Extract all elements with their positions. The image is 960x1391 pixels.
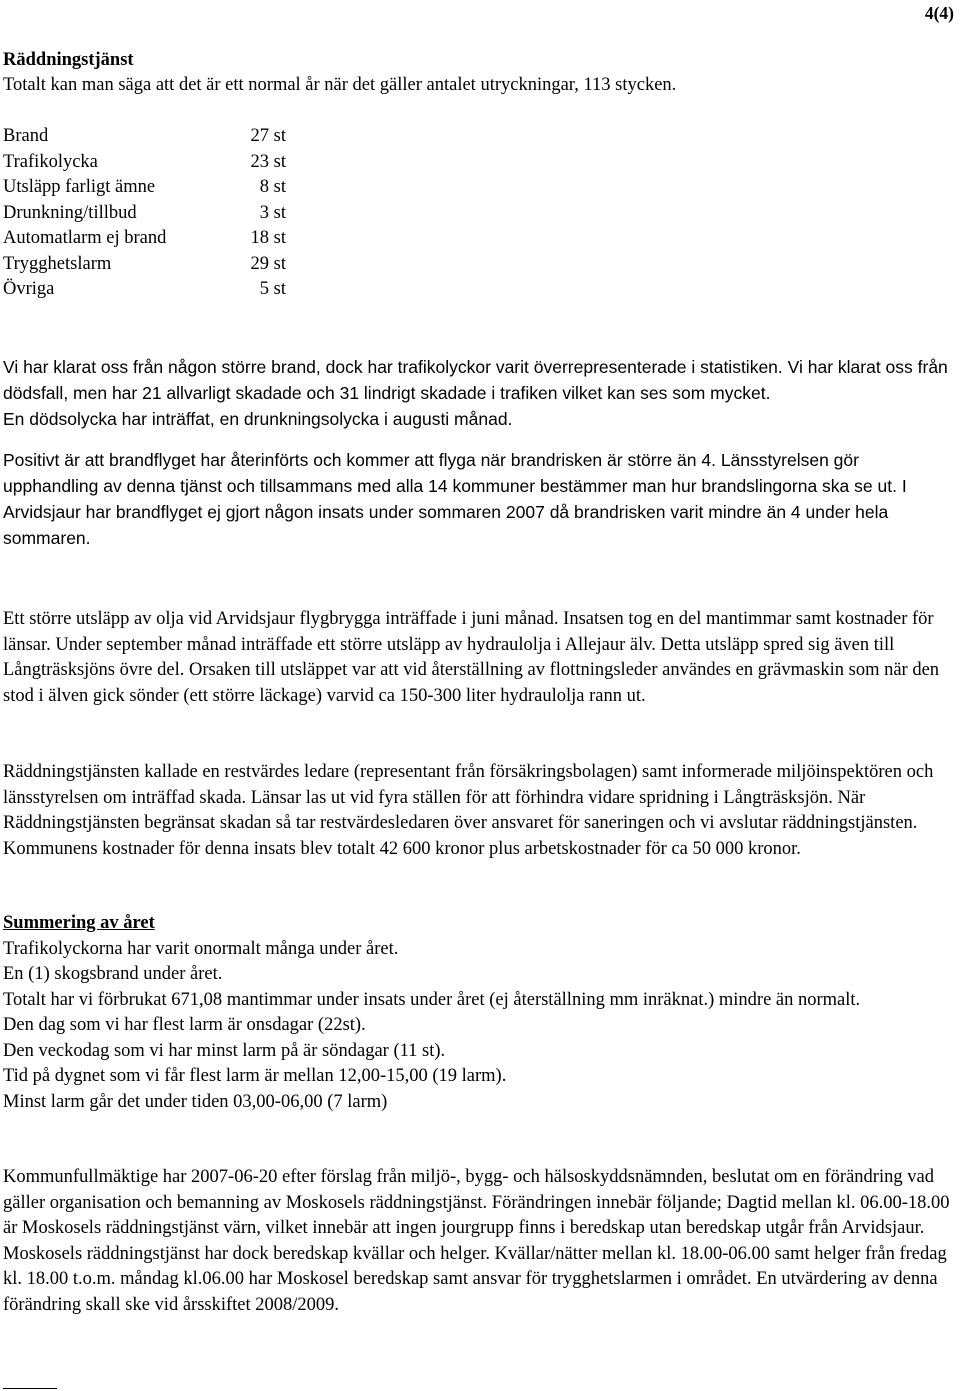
incident-stats-list	[3, 124, 293, 303]
paragraph-fire-plane: Positivt är att brandflyget har återinförts och kommer att flyga när brandrisken är större än 4. Länsstyrelsen gör upphandling av denna tjänst och tillsammans med alla 14 kommuner bestämmer man hur brandslingorna ska se ut. I Arvidsjaur har brandflyget ej gjort någon insats under sommaren 2007 då brandrisken varit mindre än 4 under hela sommaren.	[3, 450, 907, 548]
stat-value: 23 st	[250, 151, 286, 172]
summary-line: Den veckodag som vi har minst larm på är söndagar (11 st).	[3, 1040, 446, 1061]
section-heading-summary: Summering av året	[3, 913, 155, 933]
stat-label: Automatlarm ej brand	[3, 228, 167, 248]
stat-value: 5 st	[259, 279, 286, 299]
stat-label: Trygghetslarm	[3, 253, 112, 274]
stat-row	[3, 124, 293, 150]
summary-section	[3, 911, 958, 1115]
summary-line: Trafikolyckorna har varit onormalt många under året.	[3, 938, 399, 959]
footnote-divider	[3, 1388, 57, 1389]
stat-value: 3 st	[259, 202, 286, 223]
summary-line: En (1) skogsbrand under året.	[3, 964, 223, 984]
stat-label: Utsläpp farligt ämne	[3, 177, 156, 197]
stat-label: Drunkning/tillbud	[3, 202, 137, 223]
section-heading-raddningstjanst: Räddningstjänst	[3, 50, 134, 70]
response-section	[3, 760, 958, 862]
summary-line: Totalt har vi förbrukat 671,08 mantimmar under insats under året (ej återställning mm inräknat.) mindre än normalt.	[3, 989, 861, 1010]
stat-row	[3, 201, 293, 227]
summary-line: Den dag som vi har flest larm är onsdagar (22st).	[3, 1015, 366, 1035]
stat-label: Brand	[3, 126, 49, 146]
stat-row	[3, 226, 293, 252]
stat-value: 8 st	[259, 177, 286, 197]
oil-spill-section	[3, 607, 958, 709]
paragraph-fatality: En dödsolycka har inträffat, en drunkningsolycka i augusti månad.	[3, 409, 513, 429]
organisation-section	[3, 1165, 958, 1318]
stat-row	[3, 150, 293, 176]
stat-label: Trafikolycka	[3, 151, 98, 172]
stat-row	[3, 277, 293, 303]
stat-value: 27 st	[250, 126, 286, 146]
incident-commentary	[3, 354, 958, 551]
stat-row	[3, 175, 293, 201]
paragraph-oil-spill: Ett större utsläpp av olja vid Arvidsjaur flygbrygga inträffade i juni månad. Insatsen tog en del mantimmar samt kostnader för länsar. Under september månad inträffade ett större utsläpp av hydraulolja i Allejaur älv. Detta utsläpp spred sig även till Långträsksjöns övre del. Orsaken till utsläppet var att vid återställning av flottningsleder användes en grävmaskin som när den stod i älven gick sönder (ett större läckage) varvid ca 150-300 liter hydraulolja rann ut.	[3, 609, 940, 706]
paragraph-costs: Kommunens kostnader för denna insats blev totalt 42 600 kronor plus arbetskostnader för ca 50 000 kronor.	[3, 838, 801, 859]
stat-label: Övriga	[3, 279, 55, 299]
summary-line: Minst larm går det under tiden 03,00-06,00 (7 larm)	[3, 1091, 388, 1112]
intro-text: Totalt kan man säga att det är ett normal år när det gäller antalet utryckningar, 113 stycken.	[3, 75, 677, 95]
paragraph-traffic: Vi har klarat oss från någon större brand, dock har trafikolyckor varit överrepresenterade i statistiken. Vi har klarat oss från dödsfall, men har 21 allvarligt skadade och 31 lindrigt skadade i trafiken vilket kan ses som mycket.	[3, 357, 948, 403]
page-number: 4(4)	[924, 3, 954, 23]
summary-line: Tid på dygnet som vi får flest larm är mellan 12,00-15,00 (19 larm).	[3, 1066, 507, 1086]
stat-value: 18 st	[250, 228, 286, 248]
stat-value: 29 st	[250, 253, 286, 274]
stat-row	[3, 252, 293, 278]
paragraph-response: Räddningstjänsten kallade en restvärdes ledare (representant från försäkringsbolagen) samt informerade miljöinspektören och länsstyrelsen om inträffad skada. Länsar las ut vid fyra ställen för att förhindra vidare spridning i Långträsksjön. När Räddningstjänsten begränsat skadan så tar restvärdesledaren över ansvaret för saneringen och vi avslutar räddningstjänsten.	[3, 762, 934, 833]
paragraph-organisation: Kommunfullmäktige har 2007-06-20 efter förslag från miljö-, bygg- och hälsoskyddsnämnden, beslutat om en förändring vad gäller organisation och bemanning av Moskosels räddningstjänst. Förändringen innebär följande; Dagtid mellan kl. 06.00-18.00 är Moskosels räddningstjänst värn, vilket innebär att ingen jourgrupp finns i beredskap utan beredskap utgår från Arvidsjaur. Moskosels räddningstjänst har dock beredskap kvällar och helger. Kvällar/nätter mellan kl. 18.00-06.00 samt helger från fredag kl. 18.00 t.o.m. måndag kl.06.00 har Moskosel beredskap samt ansvar för trygghetslarmen i området. En utvärdering av denna förändring skall ske vid årsskiftet 2008/2009.	[3, 1167, 950, 1315]
